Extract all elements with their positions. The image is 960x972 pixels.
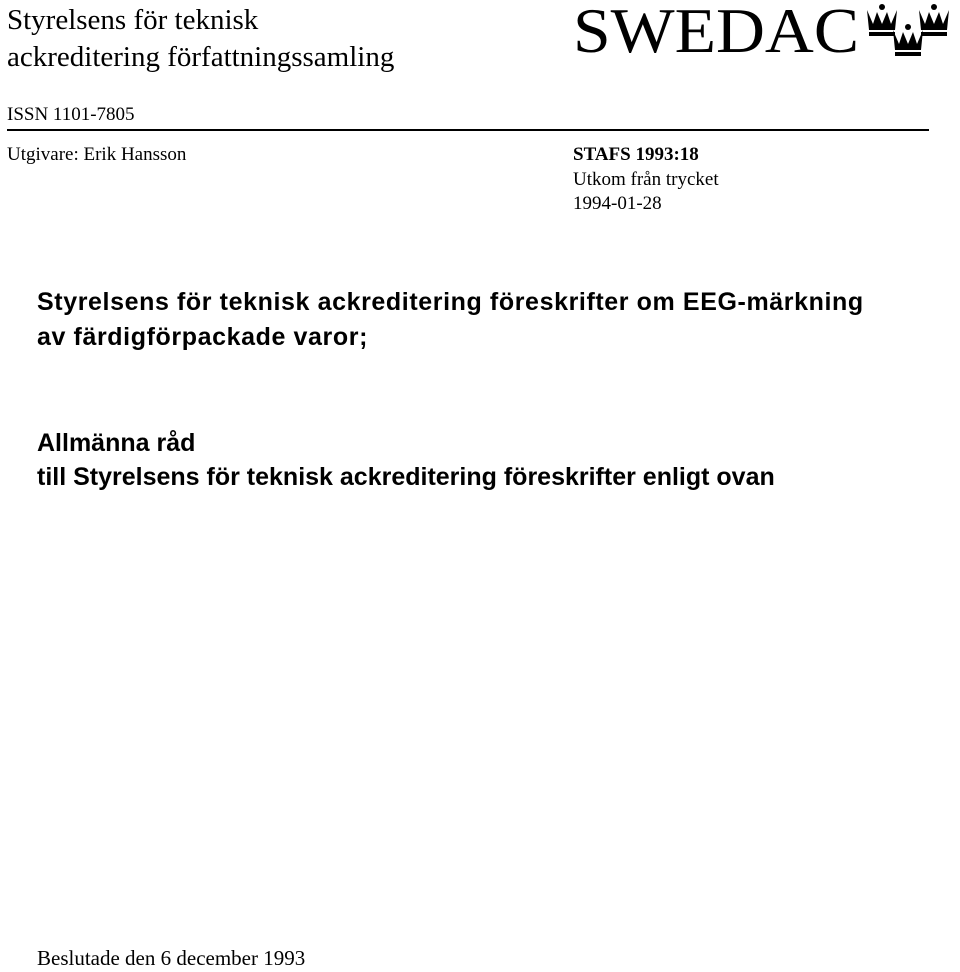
publication-title-line1: Styrelsens för teknisk [7,4,259,36]
document-title-line2: av färdigförpackade varor; [37,323,368,351]
decision-date: Beslutade den 6 december 1993 [37,946,306,970]
swedac-logo [573,0,960,62]
document-title [37,285,864,355]
general-advice [37,426,775,494]
three-crowns-icon [867,4,949,56]
general-advice-subtitle: till Styrelsens för teknisk ackreditering föreskrifter enligt ovan [37,463,775,491]
issn: ISSN 1101-7805 [7,104,135,125]
published-date: 1994-01-28 [573,193,662,214]
published-label: Utkom från trycket [573,168,719,190]
publication-title-line2: ackreditering författningssamling [7,41,395,73]
swedac-logo-text: SWEDAC [573,0,859,62]
stafs-code: STAFS 1993:18 [573,144,699,165]
publication-meta [573,143,719,217]
document-title-line1: Styrelsens för teknisk ackreditering föreskrifter om EEG-märkning [37,288,864,316]
header-divider [7,129,929,131]
publisher: Utgivare: Erik Hansson [7,144,187,165]
general-advice-heading: Allmänna råd [37,429,196,457]
publication-title [7,2,394,76]
